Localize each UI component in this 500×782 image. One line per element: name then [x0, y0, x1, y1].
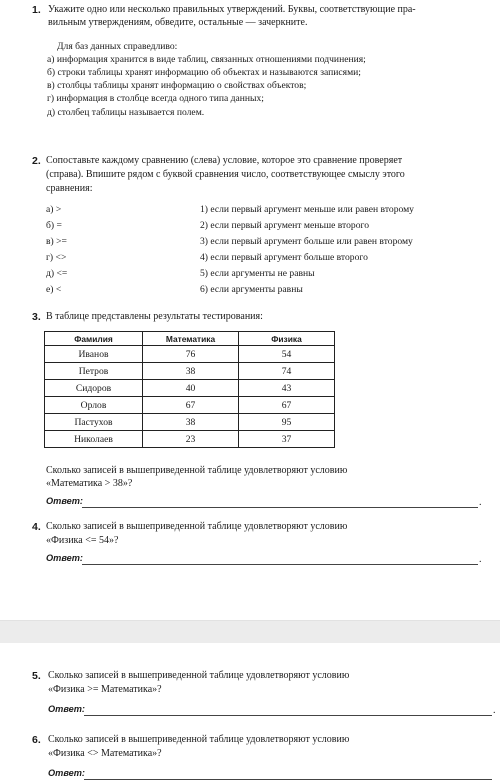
cell-physics: 37 [239, 431, 335, 448]
q2-right-5: 5) если аргументы не равны [200, 268, 315, 279]
q1-item-c: в) столбцы таблицы хранят информацию о свойствах объектов; [47, 80, 307, 91]
q3-question-line1: Сколько записей в вышеприведенной таблице удовлетворяют условию [46, 465, 348, 476]
q2-text-line3: сравнения: [46, 183, 93, 194]
q3-number: 3. [32, 311, 41, 323]
cell-math: 38 [143, 363, 239, 380]
q4-answer-label: Ответ: [46, 553, 83, 563]
q6-answer-line[interactable] [84, 779, 492, 780]
cell-math: 38 [143, 414, 239, 431]
q5-answer-line[interactable] [84, 715, 492, 716]
cell-surname: Орлов [45, 397, 143, 414]
q5-line2: «Физика >= Математика»? [48, 684, 162, 695]
cell-surname: Сидоров [45, 380, 143, 397]
table-row [45, 414, 335, 431]
q1-text-line2: вильным утверждениям, обведите, остальные — зачеркните. [48, 17, 308, 28]
q6-line1: Сколько записей в вышеприведенной таблице удовлетворяют условию [48, 734, 350, 745]
cell-physics: 67 [239, 397, 335, 414]
table-row [45, 431, 335, 448]
q2-left-e: д) <= [46, 268, 68, 279]
q2-text-line2: (справа). Впишите рядом с буквой сравнения число, соответствующее смыслу этого [46, 169, 405, 180]
table-row [45, 346, 335, 363]
q1-lead: Для баз данных справедливо: [57, 41, 178, 52]
q2-text-line1: Сопоставьте каждому сравнению (слева) условие, которое это сравнение проверяет [46, 155, 403, 166]
table-header-row [45, 332, 335, 346]
q3-text: В таблице представлены результаты тестирования: [46, 311, 263, 322]
q6-line2: «Физика <> Математика»? [48, 748, 162, 759]
cell-surname: Николаев [45, 431, 143, 448]
q1-number: 1. [32, 4, 41, 16]
cell-physics: 95 [239, 414, 335, 431]
q2-right-4: 4) если первый аргумент больше второго [200, 252, 368, 263]
cell-surname: Пастухов [45, 414, 143, 431]
q2-right-2: 2) если первый аргумент меньше второго [200, 220, 370, 231]
results-table [44, 331, 335, 448]
q5-number: 5. [32, 670, 41, 682]
q2-right-1: 1) если первый аргумент меньше или равен второму [200, 204, 414, 215]
q3-answer-label: Ответ: [46, 496, 83, 506]
q2-left-d: г) <> [46, 252, 67, 263]
q3-answer-period: . [479, 497, 482, 508]
cell-surname: Иванов [45, 346, 143, 363]
cell-math: 23 [143, 431, 239, 448]
q6-number: 6. [32, 734, 41, 746]
q2-number: 2. [32, 155, 41, 167]
q4-answer-line[interactable] [82, 564, 478, 565]
q2-left-b: б) = [46, 220, 62, 231]
q4-answer-period: . [479, 554, 482, 565]
q1-item-b: б) строки таблицы хранят информацию об объектах и называются записями; [47, 67, 361, 78]
q1-item-a: а) информация хранится в виде таблиц, связанных отношениями подчинения; [47, 54, 366, 65]
q5-answer-period: . [493, 705, 496, 716]
worksheet-page-bottom [0, 643, 500, 782]
q3-answer-line[interactable] [82, 507, 478, 508]
q5-answer-label: Ответ: [48, 704, 85, 714]
q4-line1: Сколько записей в вышеприведенной таблице удовлетворяют условию [46, 521, 348, 532]
cell-math: 67 [143, 397, 239, 414]
table-row [45, 380, 335, 397]
column-header-surname: Фамилия [45, 332, 143, 346]
q1-item-d: г) информация в столбце всегда одного типа данных; [47, 93, 264, 104]
table-row [45, 397, 335, 414]
q6-answer-label: Ответ: [48, 768, 85, 778]
q1-item-e: д) столбец таблицы называется полем. [47, 107, 205, 118]
cell-surname: Петров [45, 363, 143, 380]
q2-right-6: 6) если аргументы равны [200, 284, 303, 295]
cell-math: 40 [143, 380, 239, 397]
cell-physics: 54 [239, 346, 335, 363]
column-header-physics: Физика [239, 332, 335, 346]
page-divider [0, 620, 500, 644]
q2-left-f: е) < [46, 284, 62, 295]
q5-line1: Сколько записей в вышеприведенной таблице удовлетворяют условию [48, 670, 350, 681]
q4-line2: «Физика <= 54»? [46, 535, 119, 546]
q4-number: 4. [32, 521, 41, 533]
cell-physics: 43 [239, 380, 335, 397]
q2-right-3: 3) если первый аргумент больше или равен второму [200, 236, 413, 247]
cell-math: 76 [143, 346, 239, 363]
cell-physics: 74 [239, 363, 335, 380]
q1-text-line1: Укажите одно или несколько правильных утверждений. Буквы, соответствующие пра- [48, 4, 416, 15]
table-row [45, 363, 335, 380]
column-header-math: Математика [143, 332, 239, 346]
q2-left-c: в) >= [46, 236, 67, 247]
q2-left-a: а) > [46, 204, 62, 215]
q3-question-line2: «Математика > 38»? [46, 478, 133, 489]
